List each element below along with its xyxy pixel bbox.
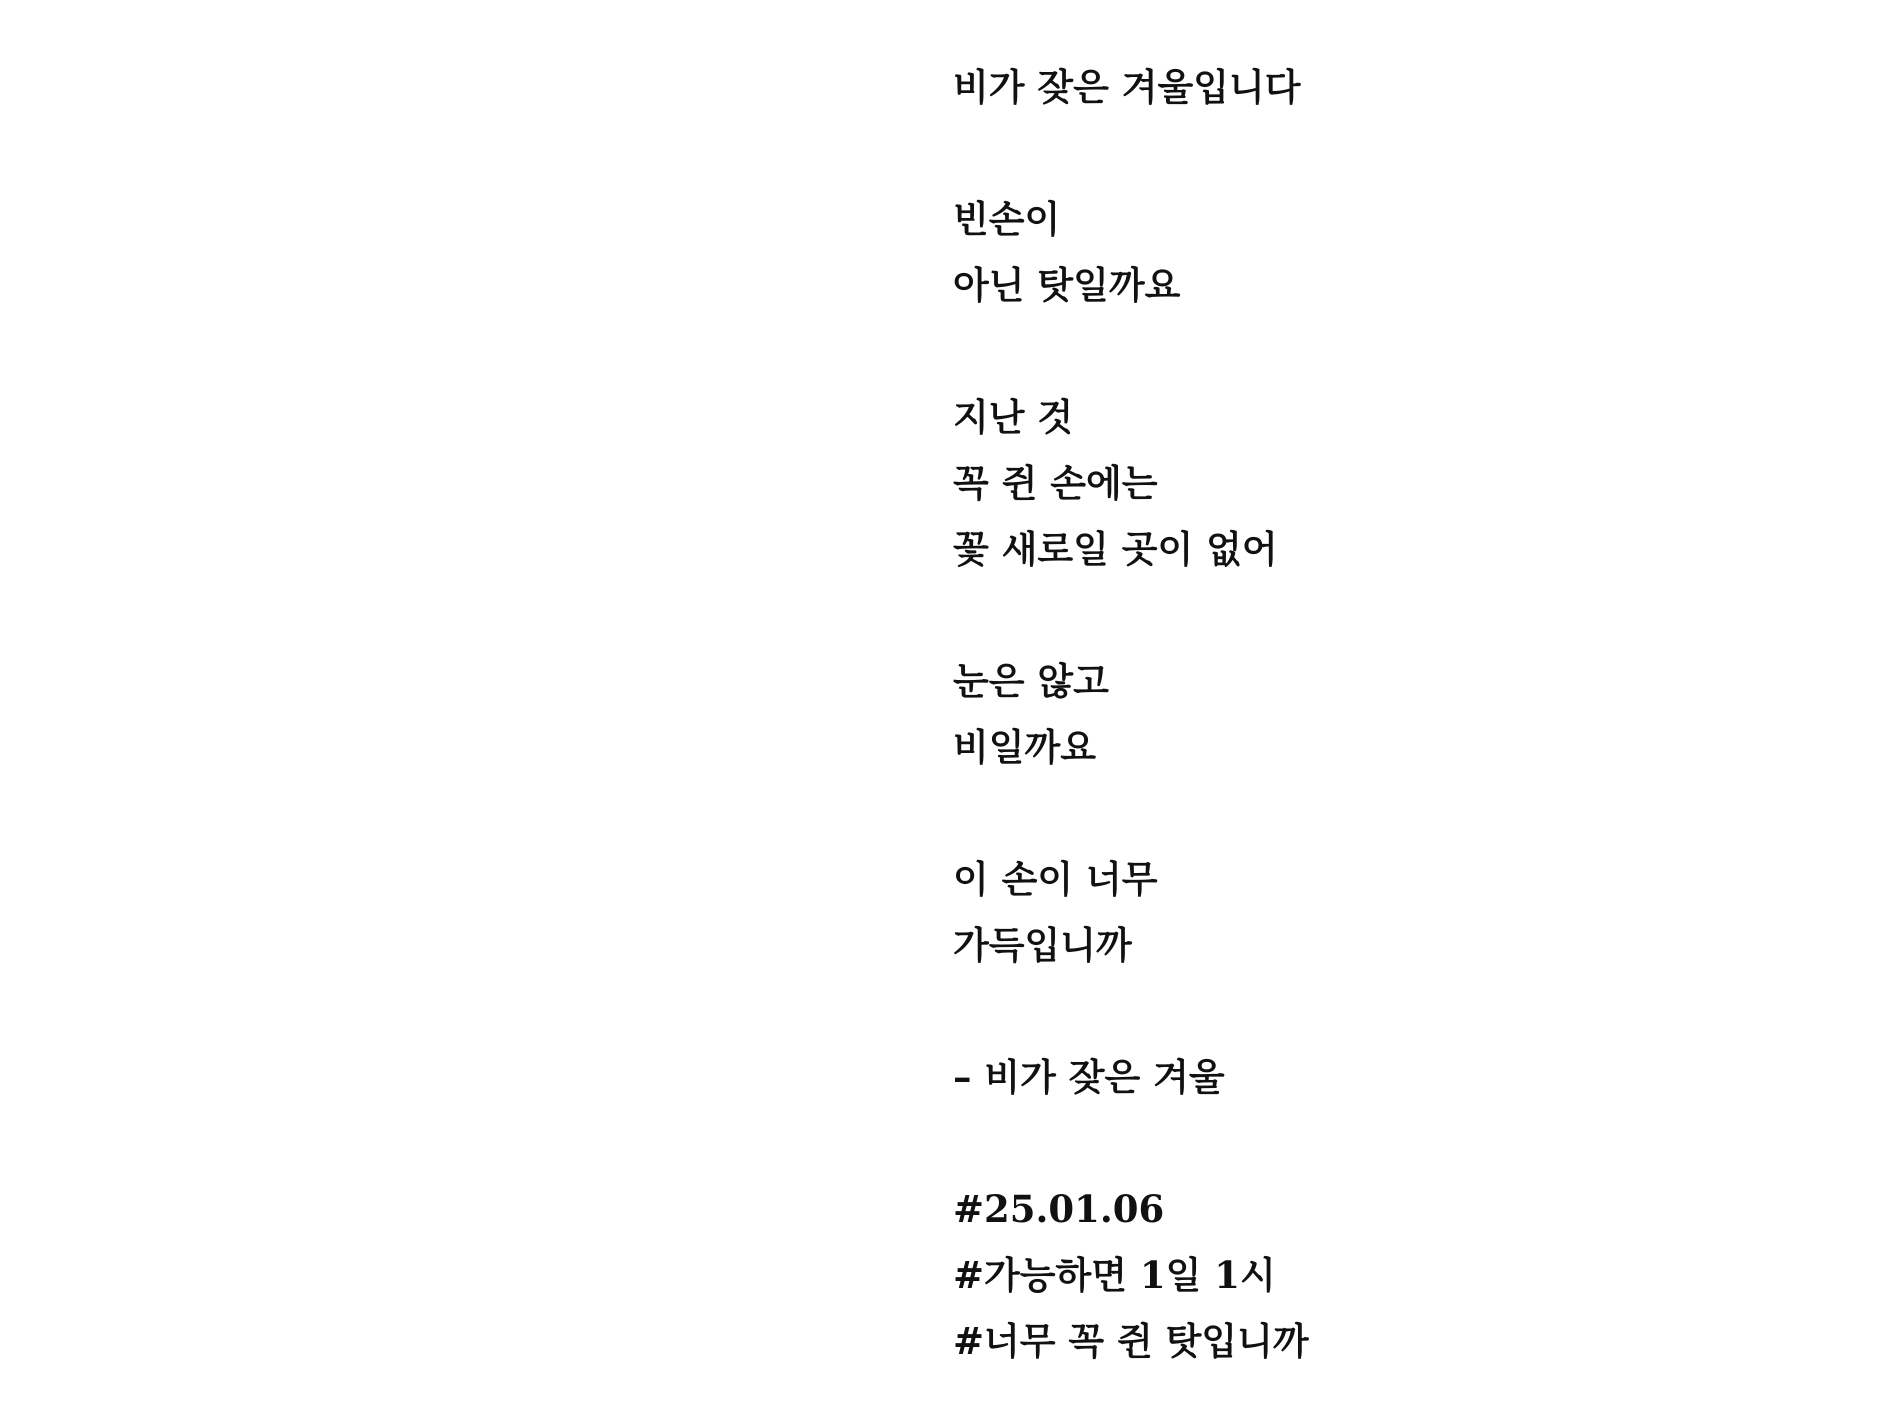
stanza-2-line-2: 꼭 쥔 손에는 [953,461,1158,505]
stanza-gap [953,318,1309,384]
poem-title: 비가 잦은 겨울입니다 [953,65,1301,109]
stanza-2-line-3: 꽃 새로일 곳이 없어 [953,527,1278,571]
stanza-2-line-1: 지난 것 [953,395,1074,439]
stanza-1-line-1: 빈손이 [953,197,1061,241]
stanza-4-line-1: 이 손이 너무 [953,857,1158,901]
stanza-gap [953,120,1309,186]
stanza-gap [953,780,1309,846]
stanza-1-line-2: 아닌 탓일까요 [953,263,1181,307]
stanza-4-line-2: 가득입니까 [953,923,1132,967]
stanza-gap [953,582,1309,648]
stanza-gap [953,1110,1309,1176]
poem-signature: – 비가 잦은 겨울 [953,1055,1225,1099]
poem-block [953,54,1309,1374]
hashtag-closing: #너무 꼭 쥔 탓입니까 [953,1319,1309,1363]
hashtag-daily: #가능하면 1일 1시 [953,1253,1276,1297]
stanza-gap [953,978,1309,1044]
stanza-3-line-2: 비일까요 [953,725,1096,769]
hashtag-date: #25.01.06 [953,1187,1165,1231]
stanza-3-line-1: 눈은 않고 [953,659,1109,703]
